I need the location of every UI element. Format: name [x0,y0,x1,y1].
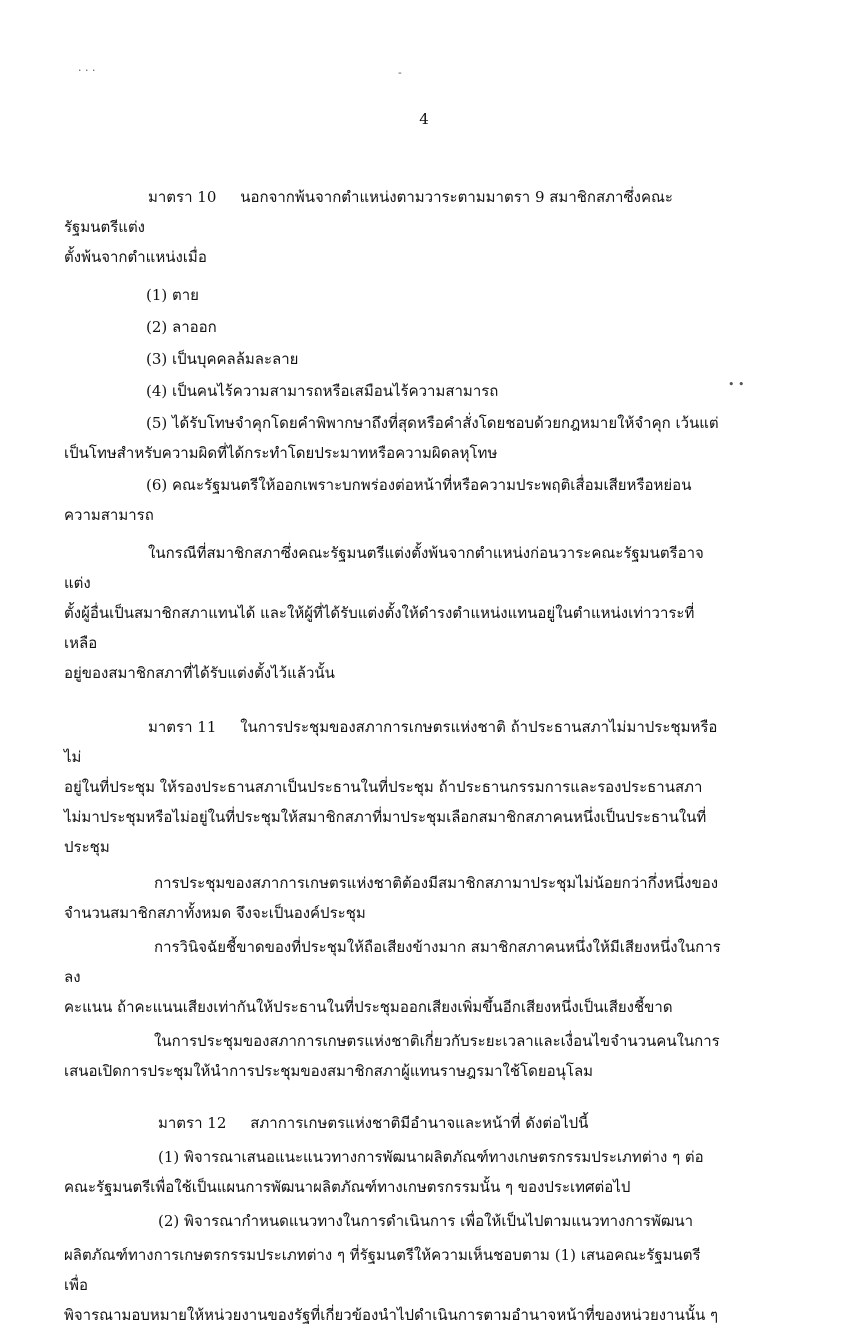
section-10-intro-line2: ตั้งพ้นจากตำแหน่งเมื่อ [64,248,207,266]
section-10-item-5-line2: เป็นโทษสำหรับความผิดที่ได้กระทำโดยประมาทหรือความผิดลหุโทษ [64,444,498,462]
section-12-item-2-line3: พิจารณามอบหมายให้หน่วยงานของรัฐที่เกี่ยวข้องนำไปดำเนินการตามอำนาจหน้าที่ของหน่วยงานนั้น ๆ [64,1306,719,1324]
section-10-para-line2: ตั้งผู้อื่นเป็นสมาชิกสภาแทนได้ และให้ผู้ที่ได้รับแต่งตั้งให้ดำรงตำแหน่งแทนอยู่ในตำแหน่งเท่าวาระที่เหลือ [64,604,695,652]
scan-speck: · · · [78,64,96,77]
section-10-heading: มาตรา 10 [148,188,217,206]
scan-speck: - [398,66,402,79]
page-number: 4 [419,110,429,128]
section-11-p3-line2: คะแนน ถ้าคะแนนเสียงเท่ากันให้ประธานในที่ประชุมออกเสียงเพิ่มขึ้นอีกเสียงหนึ่งเป็นเสียงชี้ขาด [64,998,673,1016]
section-10-intro-line1: นอกจากพ้นจากตำแหน่งตามวาระตามมาตรา 9 สมาชิกสภาซึ่งคณะรัฐมนตรีแต่ง [64,188,673,236]
section-10-item-5-line1: (5) ได้รับโทษจำคุกโดยคำพิพากษาถึงที่สุดหรือคำสั่งโดยชอบด้วยกฎหมายให้จำคุก เว้นแต่ [146,414,719,432]
section-10-item-6-line1: (6) คณะรัฐมนตรีให้ออกเพราะบกพร่องต่อหน้าที่หรือความประพฤติเสื่อมเสียหรือหย่อน [146,476,692,494]
section-10-item-4: (4) เป็นคนไร้ความสามารถหรือเสมือนไร้ความสามารถ [146,382,499,400]
section-11-p1-line2: อยู่ในที่ประชุม ให้รองประธานสภาเป็นประธานในที่ประชุม ถ้าประธานกรรมการและรองประธานสภา [64,778,703,796]
section-12-item-2-line1: (2) พิจารณากำหนดแนวทางในการดำเนินการ เพื่อให้เป็นไปตามแนวทางการพัฒนา [158,1212,694,1230]
section-10-para-line3: อยู่ของสมาชิกสภาที่ได้รับแต่งตั้งไว้แล้วนั้น [64,664,335,682]
section-10-item-2: (2) ลาออก [146,318,217,336]
section-11-p1-line4: ประชุม [64,838,110,856]
section-10-item-3: (3) เป็นบุคคลล้มละลาย [146,350,299,368]
section-11-p4-line2: เสนอเปิดการประชุมให้นำการประชุมของสมาชิกสภาผู้แทนราษฎรมาใช้โดยอนุโลม [64,1062,594,1080]
section-12-item-1-line1: (1) พิจารณาเสนอแนะแนวทางการพัฒนาผลิตภัณฑ์ทางเกษตรกรรมประเภทต่าง ๆ ต่อ [158,1148,704,1166]
section-12-heading: มาตรา 12 [158,1114,227,1132]
section-10-item-1: (1) ตาย [146,286,199,304]
section-11-p2-line2: จำนวนสมาชิกสภาทั้งหมด จึงจะเป็นองค์ประชุม [64,904,366,922]
section-11-p3-line1: การวินิจฉัยชี้ขาดของที่ประชุมให้ถือเสียงข้างมาก สมาชิกสภาคนหนึ่งให้มีเสียงหนึ่งในการลง [64,938,721,986]
section-12-intro [64,1108,724,1138]
section-11-p2-line1: การประชุมของสภาการเกษตรแห่งชาติต้องมีสมาชิกสภามาประชุมไม่น้อยกว่ากึ่งหนึ่งของ [154,874,719,892]
section-11-p4-line1: ในการประชุมของสภาการเกษตรแห่งชาติเกี่ยวกับระยะเวลาและเงื่อนไขจำนวนคนในการ [154,1032,720,1050]
section-12 [64,1108,724,1330]
section-12-item-1-line2: คณะรัฐมนตรีเพื่อใช้เป็นแผนการพัฒนาผลิตภัณฑ์ทางเกษตรกรรมนั้น ๆ ของประเทศต่อไป [64,1178,631,1196]
section-10-para-line1: ในกรณีที่สมาชิกสภาซึ่งคณะรัฐมนตรีแต่งตั้งพ้นจากตำแหน่งก่อนวาระคณะรัฐมนตรีอาจแต่ง [64,544,704,592]
section-11-p1-line3: ไม่มาประชุมหรือไม่อยู่ในที่ประชุมให้สมาชิกสภาที่มาประชุมเลือกสมาชิกสภาคนหนึ่งเป็นประธานในที่ [64,808,707,826]
section-11-p1-line1 [64,712,724,772]
section-10 [64,182,724,688]
section-12-intro-text: สภาการเกษตรแห่งชาติมีอำนาจและหน้าที่ ดังต่อไปนี้ [250,1114,589,1132]
section-11-p1-text: ในการประชุมของสภาการเกษตรแห่งชาติ ถ้าประธานสภาไม่มาประชุมหรือไม่ [64,718,718,766]
section-11 [64,712,724,1086]
scan-speck: • • [728,378,745,391]
section-12-item-2-line2: ผลิตภัณฑ์ทางการเกษตรกรรมประเภทต่าง ๆ ที่รัฐมนตรีให้ความเห็นชอบตาม (1) เสนอคณะรัฐมนตรีเพื่อ [64,1246,701,1294]
section-10-item-6-line2: ความสามารถ [64,506,154,524]
section-11-heading: มาตรา 11 [148,718,217,736]
section-10-intro [64,182,724,242]
document-body [64,182,724,1330]
